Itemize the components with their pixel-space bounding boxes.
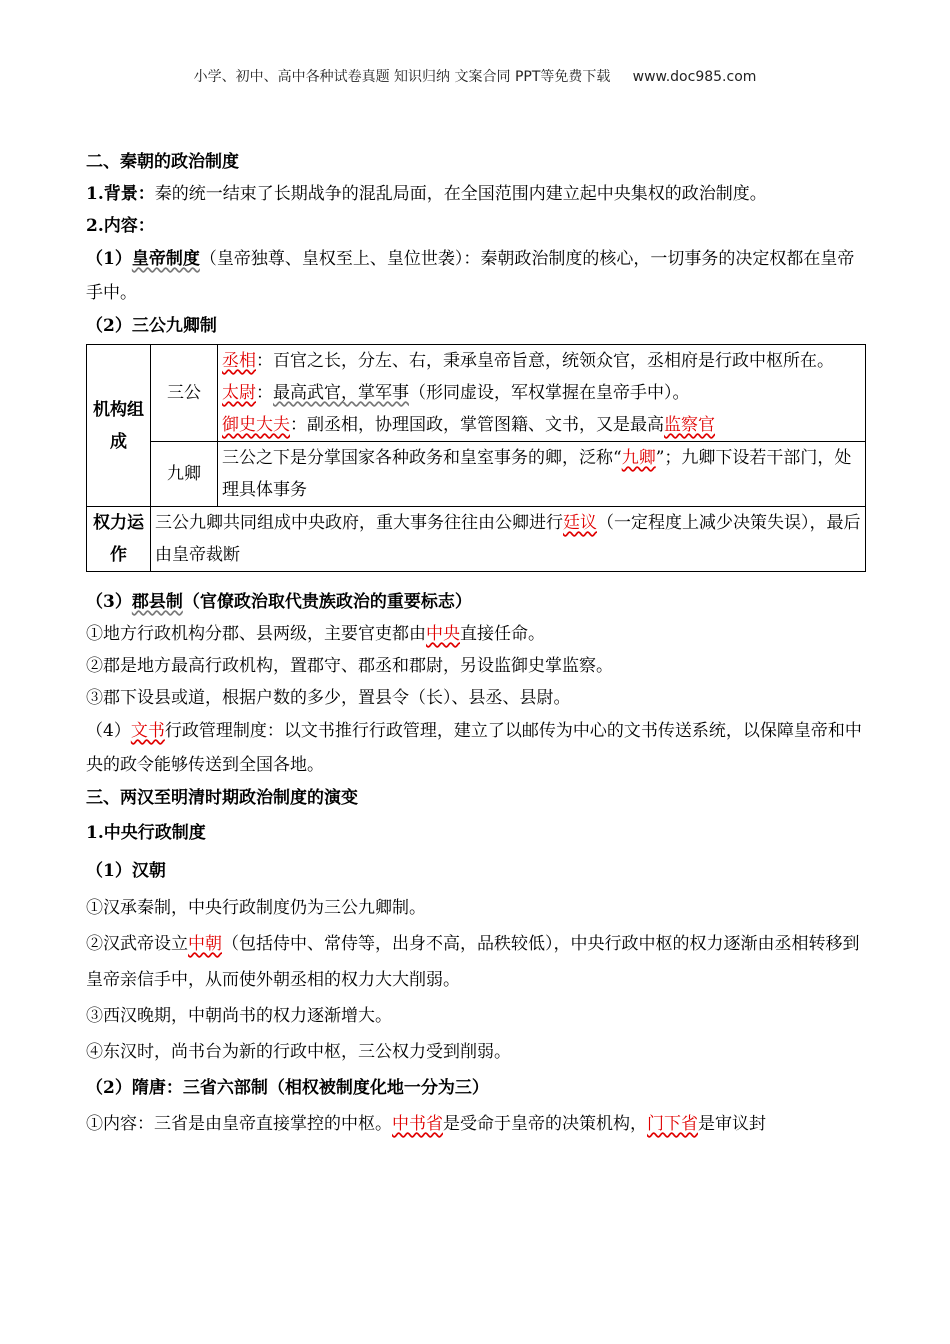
p1-number: （1） (86, 249, 132, 269)
document-body (86, 146, 866, 1142)
p3-number: （3） (86, 592, 132, 612)
list-item: ①汉承秦制，中央行政制度仍为三公九卿制。 (86, 898, 426, 918)
list-item: ③西汉晚期，中朝尚书的权力逐渐增大。 (86, 1006, 392, 1026)
tingyi-term: 廷议 (563, 513, 597, 533)
header-site: www.doc985.com (632, 69, 757, 85)
three-ministers-title: （2）三公九卿制 (86, 316, 217, 336)
list-item: ③郡下设县或道，根据户数的多少，置县令（长）、县丞、县尉。 (86, 688, 571, 708)
jiuqing-term: 九卿 (621, 448, 656, 468)
county-system-title (86, 586, 866, 618)
chengxiang-text: ：百官之长，分左、右，秉承皇帝旨意，统领众官，丞相府是行政中枢所在。 (256, 351, 834, 371)
jiancha-term: 监察官 (664, 415, 715, 435)
emperor-system-paragraph (86, 242, 866, 310)
menxia-term: 门下省 (647, 1114, 698, 1134)
list-item: ④东汉时，尚书台为新的行政中枢，三公权力受到削弱。 (86, 1042, 511, 1062)
background-line (86, 178, 866, 210)
list-item (86, 926, 866, 998)
taiwei-text: 最高武官，掌军事 (273, 383, 409, 403)
taiwei-note: （形同虚设，军权掌握在皇帝手中）。 (409, 383, 690, 403)
list-item (86, 618, 866, 650)
sangong-content-cell (218, 345, 866, 442)
document-term: 文书 (130, 721, 165, 741)
table-row (87, 442, 866, 507)
sui-item-1c: 是审议封 (698, 1114, 766, 1134)
han-title: （1）汉朝 (86, 861, 166, 881)
section-title: 二、秦朝的政治制度 (86, 152, 239, 172)
county-item-1b: 直接任命。 (460, 624, 545, 644)
chengxiang-line (222, 345, 861, 377)
content-label: 2.内容： (86, 216, 155, 236)
county-system-term: 郡县制 (131, 592, 183, 612)
chengxiang-term: 丞相 (222, 351, 256, 371)
background-text: 秦的统一结束了长期战争的混乱局面，在全国范围内建立起中央集权的政治制度。 (154, 184, 767, 204)
han-item-2a: ②汉武帝设立 (86, 934, 188, 954)
sangong-cell: 三公 (151, 345, 218, 442)
list-item: ②郡是地方最高行政机构，置郡守、郡丞和郡尉，另设监御史掌监察。 (86, 656, 613, 676)
zhongchao-term: 中朝 (188, 934, 222, 954)
p4-number: （4） (86, 721, 131, 741)
zhongshu-term: 中书省 (392, 1114, 443, 1134)
yushi-term: 御史大夫 (222, 415, 290, 435)
emperor-system-term: 皇帝制度 (131, 249, 200, 269)
power-text-1: 三公九卿共同组成中央政府，重大事务往往由公卿进行 (155, 513, 563, 533)
document-admin-paragraph (86, 714, 866, 782)
list-item (86, 1106, 866, 1142)
taiwei-colon: ： (256, 383, 273, 403)
power-text-2: （一定程度上减少决策失误），最后由皇帝裁断 (155, 513, 861, 565)
sui-item-1b: 是受命于皇帝的决策机构， (443, 1114, 647, 1134)
jiuqing-text-1: 三公之下是分掌国家各种政务和皇室事务的卿，泛称“ (222, 448, 622, 468)
power-label-cell: 权力运作 (87, 507, 151, 572)
table-row (87, 507, 866, 572)
table-row (87, 345, 866, 442)
county-item-1a: ①地方行政机构分郡、县两级，主要官吏都由 (86, 624, 426, 644)
page-header (0, 66, 950, 86)
background-label: 1.背景： (86, 184, 155, 204)
sui-tang-title: （2）隋唐：三省六部制（相权被制度化地一分为三） (86, 1078, 489, 1098)
yushi-line (222, 409, 861, 441)
emperor-system-text: （皇帝独尊、皇权至上、皇位世袭）：秦朝政治制度的核心，一切事务的决定权都在皇帝手中。 (86, 249, 855, 303)
jiuqing-text-2: ”；九卿下设若干部门，处理具体事务 (222, 448, 852, 500)
central-term: 中央 (426, 624, 460, 644)
org-label-cell: 机构组成 (87, 345, 151, 507)
power-content-cell (151, 507, 866, 572)
jiuqing-content-cell (218, 442, 866, 507)
subsection-title: 1.中央行政制度 (86, 823, 206, 843)
three-ministers-table (86, 344, 866, 572)
county-system-note: （官僚政治取代贵族政治的重要标志） (182, 592, 472, 612)
sui-item-1a: ①内容：三省是由皇帝直接掌控的中枢。 (86, 1114, 392, 1134)
jiuqing-cell: 九卿 (151, 442, 218, 507)
section-title: 三、两汉至明清时期政治制度的演变 (86, 788, 358, 808)
han-item-2b: （包括侍中、常侍等，出身不高，品秩较低），中央行政中枢的权力逐渐由丞相转移到皇帝亲信手中，从而使外朝丞相的权力大大削弱。 (86, 934, 860, 990)
document-admin-text: 行政管理制度：以文书推行行政管理，建立了以邮传为中心的文书传送系统，以保障皇帝和中央的政令能够传送到全国各地。 (86, 721, 862, 775)
yushi-text: ：副丞相，协理国政，掌管图籍、文书，又是最高 (290, 415, 664, 435)
taiwei-line (222, 377, 861, 409)
header-text: 小学、初中、高中各种试卷真题 知识归纳 文案合同 PPT等免费下载 (193, 69, 611, 85)
taiwei-term: 太尉 (222, 383, 256, 403)
